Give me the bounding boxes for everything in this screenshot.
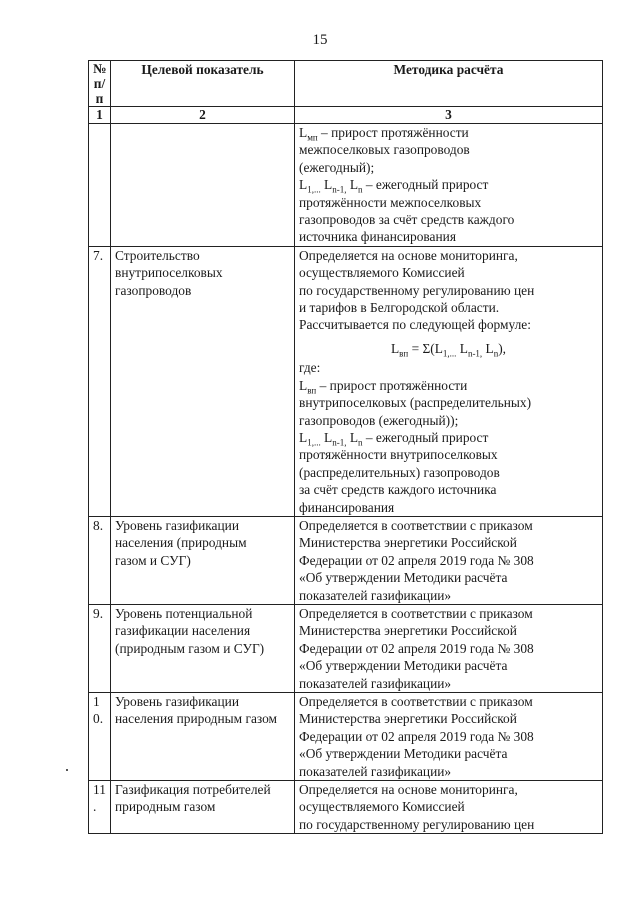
method-line: Министерства энергетики Российской <box>299 535 517 551</box>
column-number: 3 <box>295 107 603 124</box>
method-line: показателей газификации» <box>299 763 452 779</box>
method-line: газопроводов за счёт средств каждого <box>299 212 515 228</box>
indicator-line: внутрипоселковых <box>115 265 223 281</box>
indicator-line: Строительство <box>115 247 200 263</box>
row-indicator-cell <box>111 124 295 247</box>
row-number: 11. <box>89 781 111 834</box>
indicator-line: газом и СУГ) <box>115 552 191 568</box>
table-row <box>89 604 603 692</box>
method-line: Министерства энергетики Российской <box>299 623 517 639</box>
column-number-row <box>89 107 603 124</box>
method-line: $L_{вп}$ – прирост протяжённости <box>299 377 468 396</box>
row-num-cell <box>89 124 111 247</box>
method-line: Определяется в соответствии с приказом <box>299 694 533 709</box>
row-method <box>295 693 603 781</box>
method-line: протяжённости межпоселковых <box>299 194 482 210</box>
row-indicator <box>111 516 295 604</box>
method-line: показателей газификации» <box>299 675 452 691</box>
indicator-line: природным газом <box>115 799 216 815</box>
method-line: за счёт средств каждого источника <box>299 482 497 498</box>
method-line: осуществляемого Комиссией <box>299 799 465 815</box>
indicator-line: Газификация потребителей <box>115 782 271 798</box>
method-line: Определяется в соответствии с приказом <box>299 517 533 533</box>
table-row <box>89 781 603 834</box>
method-line: по государственному регулированию цен <box>299 282 535 298</box>
table-row <box>89 693 603 781</box>
table-row-continuation <box>89 124 603 247</box>
page-number: 15 <box>312 32 328 48</box>
column-number: 1 <box>89 107 111 124</box>
row-number: 10. <box>89 693 111 781</box>
row-indicator <box>111 604 295 692</box>
column-number: 2 <box>111 107 295 124</box>
indicator-line: Уровень газификации <box>115 694 239 709</box>
method-line: Федерации от 02 апреля 2019 года № 308 <box>299 728 534 744</box>
method-line: «Об утверждении Методики расчёта <box>299 658 508 674</box>
method-line: $L_{1,...}$ $L_{n-1,}$ $L_n$ – ежегодный прирост <box>299 177 489 195</box>
margin-mark <box>66 769 68 771</box>
method-line: $L_{1,...}$ $L_{n-1,}$ $L_n$ – ежегодный прирост <box>299 429 489 448</box>
indicator-line: газификации населения <box>115 623 251 639</box>
method-line: Федерации от 02 апреля 2019 года № 308 <box>299 640 534 656</box>
row-indicator <box>111 693 295 781</box>
row-number: 8. <box>89 516 111 604</box>
row-indicator <box>111 246 295 516</box>
table-row <box>89 516 603 604</box>
formula: $L_{вп} = \Sigma(L_{1,...}$ $L_{n-1,}$ $L_n$), <box>390 340 507 359</box>
method-line: Рассчитывается по следующей формуле: <box>299 317 531 333</box>
method-line: Определяется в соответствии с приказом <box>299 605 533 621</box>
row-number: 9. <box>89 604 111 692</box>
header-num: № п/п <box>89 61 111 107</box>
method-line: где: <box>299 360 321 376</box>
method-line: источника финансирования <box>299 229 456 245</box>
indicator-line: Уровень потенциальной <box>115 605 253 621</box>
method-line: Министерства энергетики Российской <box>299 711 517 727</box>
table-row <box>89 246 603 516</box>
indicator-line: населения (природным <box>115 535 247 551</box>
method-line: Федерации от 02 апреля 2019 года № 308 <box>299 552 534 568</box>
method-line: Определяется на основе мониторинга, <box>299 247 518 263</box>
table-body <box>89 246 603 833</box>
row-indicator <box>111 781 295 834</box>
indicator-line: (природным газом и СУГ) <box>115 640 265 656</box>
method-line: финансирования <box>299 499 395 515</box>
indicator-line: населения природным газом <box>115 711 278 727</box>
method-line: (распределительных) газопроводов <box>299 464 500 480</box>
row-method <box>295 781 603 834</box>
indicator-line: Уровень газификации <box>115 517 239 533</box>
method-line: по государственному регулированию цен <box>299 816 535 832</box>
method-line: и тарифов в Белгородской области. <box>299 300 500 316</box>
row-method-cell <box>295 124 603 247</box>
method-line: протяжённости внутрипоселковых <box>299 447 498 463</box>
row-method <box>295 604 603 692</box>
method-line: внутрипоселковых (распределительных) <box>299 395 532 411</box>
method-line: газопроводов (ежегодный)); <box>299 412 459 428</box>
method-line: «Об утверждении Методики расчёта <box>299 570 508 586</box>
method-line: межпоселковых газопроводов <box>299 142 470 158</box>
method-line: $L_{мп}$ – прирост протяжённости <box>299 125 469 143</box>
row-number: 7. <box>89 246 111 516</box>
row-method <box>295 246 603 516</box>
method-line: осуществляемого Комиссией <box>299 265 465 281</box>
row-method <box>295 516 603 604</box>
header-indicator: Целевой показатель <box>111 61 295 107</box>
header-method: Методика расчёта <box>295 61 603 107</box>
method-line: «Об утверждении Методики расчёта <box>299 746 508 762</box>
targets-table <box>88 60 603 834</box>
table-header-row <box>89 61 603 107</box>
method-line: (ежегодный); <box>299 159 375 175</box>
indicator-line: газопроводов <box>115 282 192 298</box>
method-line: показателей газификации» <box>299 587 452 603</box>
method-line: Определяется на основе мониторинга, <box>299 782 518 798</box>
